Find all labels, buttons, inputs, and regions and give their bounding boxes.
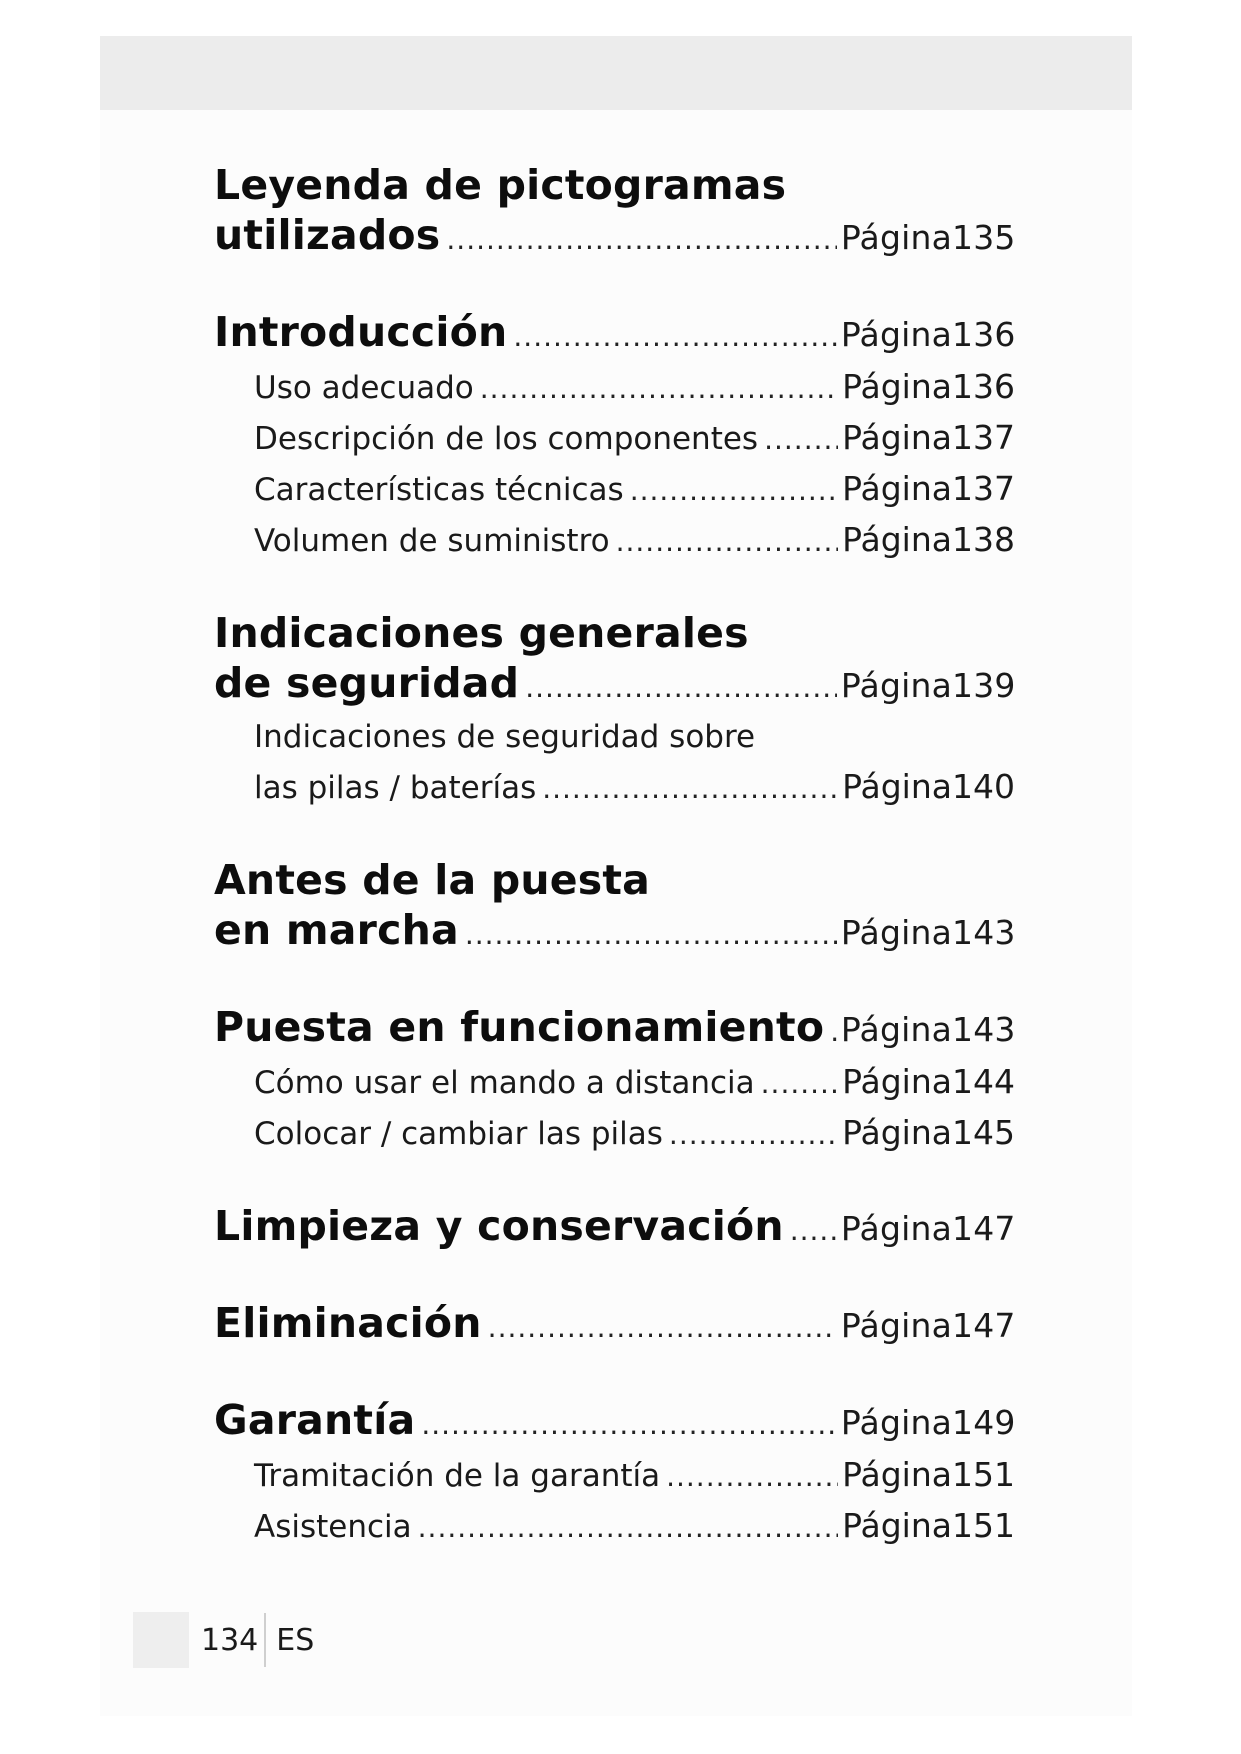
page-reference bbox=[842, 362, 1020, 411]
toc-subentry-label: Uso adecuado bbox=[254, 370, 474, 406]
toc-subentry-label: Indicaciones de seguridad sobre bbox=[254, 719, 756, 755]
page-label: Página bbox=[842, 367, 952, 406]
toc-section-warranty bbox=[214, 1395, 1020, 1552]
toc-heading-line: Antes de la puesta bbox=[214, 856, 651, 904]
page-number: 143 bbox=[952, 1010, 1016, 1049]
toc-section-cleaning bbox=[214, 1201, 1020, 1256]
page-label: Página bbox=[840, 1209, 952, 1248]
toc-section-operation bbox=[214, 1002, 1020, 1159]
page-label: Página bbox=[840, 1010, 952, 1049]
dot-leader bbox=[630, 466, 838, 515]
dot-leader bbox=[488, 1303, 837, 1353]
dot-leader bbox=[764, 415, 838, 464]
toc-subentry-remote-control[interactable] bbox=[254, 1057, 1020, 1108]
toc-heading-line: Puesta en funcionamiento bbox=[214, 1003, 825, 1051]
toc-subentry-service[interactable] bbox=[254, 1501, 1020, 1552]
page-reference bbox=[841, 1204, 1020, 1254]
toc-subentry-batteries[interactable] bbox=[254, 1108, 1020, 1159]
toc-entry-warranty[interactable] bbox=[214, 1395, 1020, 1450]
toc-section-introduction bbox=[214, 307, 1020, 566]
dot-leader bbox=[446, 215, 837, 265]
dot-leader bbox=[480, 364, 838, 413]
toc-heading-line: Indicaciones generales bbox=[214, 609, 749, 657]
page-number: 149 bbox=[952, 1403, 1016, 1442]
toc-heading-line: Garantía bbox=[214, 1396, 416, 1444]
page-reference bbox=[841, 908, 1020, 958]
toc-heading-line: utilizados bbox=[214, 211, 441, 259]
page-number: 136 bbox=[952, 315, 1016, 354]
toc-heading-line: Eliminación bbox=[214, 1299, 482, 1347]
footer-marker-box bbox=[133, 1612, 189, 1668]
page-number: 147 bbox=[952, 1209, 1016, 1248]
toc-heading-line: de seguridad bbox=[214, 659, 520, 707]
footer-divider bbox=[264, 1613, 266, 1667]
toc-subentry-intended-use[interactable] bbox=[254, 362, 1020, 413]
page-label: Página bbox=[840, 315, 952, 354]
toc-subentry-label: Volumen de suministro bbox=[254, 523, 610, 559]
toc-subentry-warranty-claim[interactable] bbox=[254, 1450, 1020, 1501]
page-number: 139 bbox=[952, 666, 1016, 705]
toc-subentry-label: Descripción de los componentes bbox=[254, 421, 759, 457]
toc-heading-line: en marcha bbox=[214, 906, 459, 954]
page-label: Página bbox=[842, 767, 952, 806]
page-label: Página bbox=[840, 666, 952, 705]
header-band bbox=[100, 36, 1132, 110]
page-number: 151 bbox=[952, 1455, 1015, 1494]
page-reference bbox=[842, 762, 1020, 811]
page-number: 144 bbox=[952, 1062, 1015, 1101]
page-reference bbox=[841, 1398, 1020, 1448]
page-label: Página bbox=[840, 1306, 952, 1345]
toc-subentry-label: Tramitación de la garantía bbox=[254, 1458, 661, 1494]
page-label: Página bbox=[840, 1403, 952, 1442]
toc-heading-line: Limpieza y conservación bbox=[214, 1202, 784, 1250]
toc-subentry-label: Colocar / cambiar las pilas bbox=[254, 1116, 663, 1152]
toc-subentry-label: Características técnicas bbox=[254, 472, 624, 508]
toc-subentry-scope-of-delivery[interactable] bbox=[254, 515, 1020, 566]
toc-section-disposal bbox=[214, 1298, 1020, 1353]
toc-entry-cleaning[interactable] bbox=[214, 1201, 1020, 1256]
page-label: Página bbox=[842, 1113, 952, 1152]
dot-leader bbox=[513, 312, 837, 362]
toc-entry-before-use[interactable] bbox=[214, 905, 1020, 960]
toc-subentry-technical-data[interactable] bbox=[254, 464, 1020, 515]
page-reference bbox=[841, 213, 1020, 263]
dot-leader bbox=[421, 1400, 837, 1450]
toc-subentry-battery-safety[interactable] bbox=[254, 762, 1020, 813]
page-number: 135 bbox=[952, 218, 1016, 257]
page-reference bbox=[842, 1501, 1020, 1550]
toc-subentry-label: las pilas / baterías bbox=[254, 770, 537, 806]
page-reference bbox=[842, 1108, 1020, 1157]
dot-leader bbox=[790, 1206, 837, 1256]
toc-entry-introduction[interactable] bbox=[214, 307, 1020, 362]
page-reference bbox=[841, 310, 1020, 360]
dot-leader bbox=[418, 1503, 838, 1552]
toc-section-pictogram-legend bbox=[214, 160, 1020, 265]
page-label: Página bbox=[842, 418, 952, 457]
dot-leader bbox=[830, 1007, 837, 1057]
page-number: 145 bbox=[952, 1113, 1015, 1152]
page-number: 137 bbox=[952, 418, 1015, 457]
page-reference bbox=[841, 1005, 1020, 1055]
page-number: 136 bbox=[952, 367, 1015, 406]
page-number: 143 bbox=[952, 913, 1016, 952]
toc-entry-safety[interactable] bbox=[214, 658, 1020, 713]
toc-heading-line: Leyenda de pictogramas bbox=[214, 161, 787, 209]
dot-leader bbox=[465, 910, 837, 960]
page-label: Página bbox=[842, 1062, 952, 1101]
toc-subentry-label: Cómo usar el mando a distancia bbox=[254, 1065, 755, 1101]
dot-leader bbox=[666, 1452, 838, 1501]
table-of-contents bbox=[214, 160, 1020, 1594]
toc-subentry-components[interactable] bbox=[254, 413, 1020, 464]
toc-subentry-label: Asistencia bbox=[254, 1509, 412, 1545]
page-reference bbox=[841, 661, 1020, 711]
page-label: Página bbox=[842, 469, 952, 508]
page-label: Página bbox=[840, 913, 952, 952]
page-reference bbox=[842, 1057, 1020, 1106]
page-footer bbox=[133, 1612, 314, 1668]
toc-subentries bbox=[214, 1057, 1020, 1159]
page-number: 151 bbox=[952, 1506, 1015, 1545]
dot-leader bbox=[616, 517, 838, 566]
toc-entry-pictogram-legend[interactable] bbox=[214, 210, 1020, 265]
page-label: Página bbox=[842, 1455, 952, 1494]
toc-entry-operation[interactable] bbox=[214, 1002, 1020, 1057]
page-reference bbox=[842, 1450, 1020, 1499]
toc-section-before-use bbox=[214, 855, 1020, 960]
dot-leader bbox=[525, 663, 837, 713]
toc-section-safety bbox=[214, 608, 1020, 813]
page-number: 138 bbox=[952, 520, 1015, 559]
toc-subentries bbox=[214, 1450, 1020, 1552]
footer-page-number: 134 bbox=[201, 1622, 259, 1658]
page-reference bbox=[842, 464, 1020, 513]
page-reference bbox=[841, 1301, 1020, 1351]
page-label: Página bbox=[842, 520, 952, 559]
page-number: 140 bbox=[952, 767, 1015, 806]
dot-leader bbox=[669, 1110, 838, 1159]
page-number: 147 bbox=[952, 1306, 1016, 1345]
page-reference bbox=[842, 515, 1020, 564]
toc-heading-line: Introducción bbox=[214, 308, 508, 356]
page-label: Página bbox=[842, 1506, 952, 1545]
toc-subentries bbox=[214, 713, 1020, 813]
footer-language: ES bbox=[276, 1622, 315, 1658]
dot-leader bbox=[761, 1059, 838, 1108]
toc-entry-disposal[interactable] bbox=[214, 1298, 1020, 1353]
dot-leader bbox=[542, 764, 838, 813]
page-label: Página bbox=[840, 218, 952, 257]
page-number: 137 bbox=[952, 469, 1015, 508]
page-reference bbox=[842, 413, 1020, 462]
toc-subentries bbox=[214, 362, 1020, 566]
